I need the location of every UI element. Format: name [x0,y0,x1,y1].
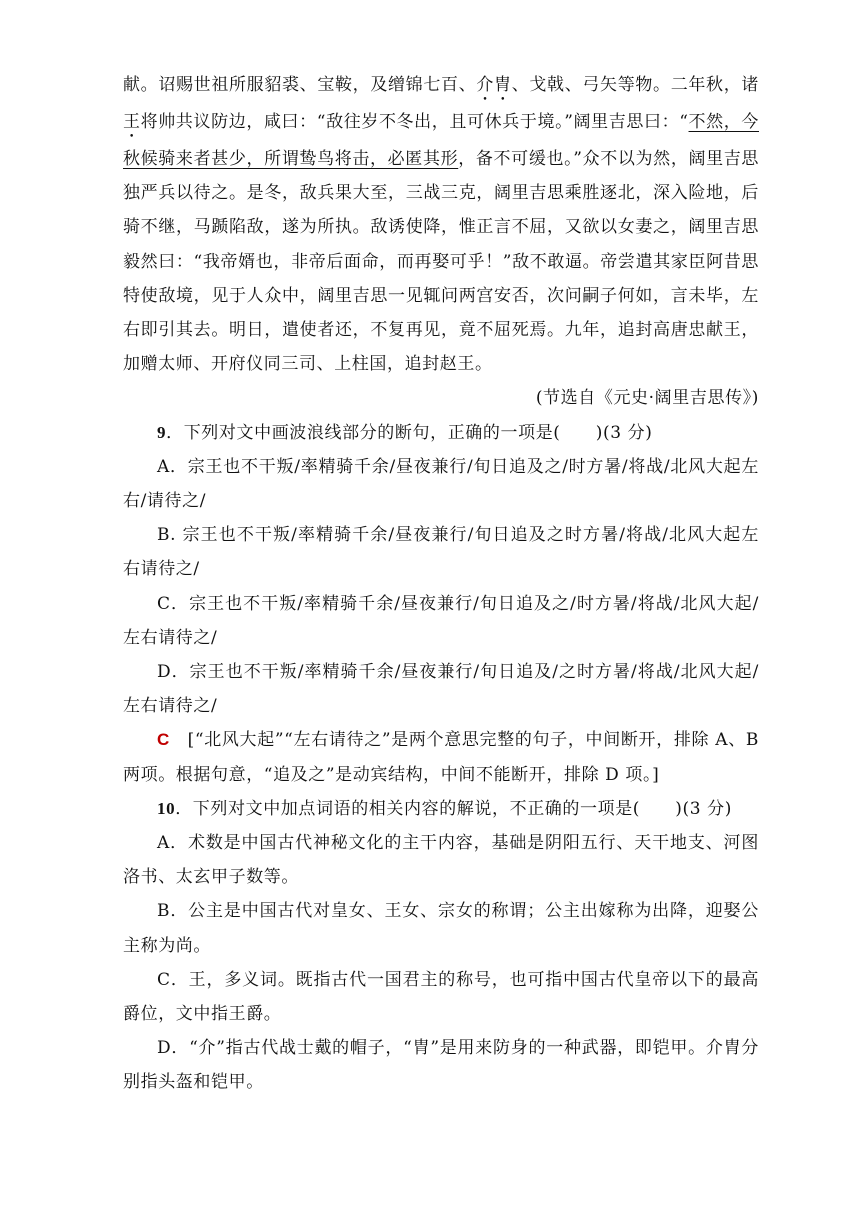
question-9-option-b: B. 宗王也不干叛/率精骑千余/昼夜兼行/旬日追及之时方暑/将战/北风大起左右请待之/ [123,525,759,580]
underlined-sentence: 不然，今秋候骑来者甚少，所谓鸷鸟将击，必匿其形 [123,112,759,169]
question-10-option-d: D．“介”指古代战士戴的帽子，“胄”是用来防身的一种武器，即铠甲。介胄分别指头盔和铠甲。 [123,1038,759,1093]
question-10-stem [123,792,759,826]
question-9-option-c: C．宗王也不干叛/率精骑千余/昼夜兼行/旬日追及之/时方暑/将战/北风大起/左右请待之/ [123,593,759,648]
question-9-option-a: A．宗王也不干叛/率精骑千余/昼夜兼行/旬日追及之/时方暑/将战/北风大起左右/请待之/ [123,456,759,512]
dotted-word-jie: 介 [476,75,495,95]
passage-text-1: 献。诏赐世祖所服貂裘、宝鞍，及缯锦七百、 [123,75,477,95]
dotted-word-zhou: 胄 [494,75,512,95]
passage-paragraph [123,68,759,381]
question-9-text: ．下列对文中画波浪线部分的断句，正确的一项是( )(3 分) [166,422,653,443]
dotted-word-wang: 王 [123,112,141,132]
passage-text-3: 将帅共议防边，咸曰：“敌往岁不冬出，且可休兵于境。”阔里吉思曰：“ [140,112,689,132]
question-10-number: 10 [157,798,176,818]
question-9-option-d: D．宗王也不干叛/率精骑千余/昼夜兼行/旬日追及/之时方暑/将战/北风大起/左右请待之/ [123,662,759,717]
question-9-answer [123,723,759,791]
question-9-number: 9 [157,422,167,442]
question-10-text: ．下列对文中加点词语的相关内容的解说，不正确的一项是( )(3 分) [175,798,732,819]
question-9-stem [123,416,759,450]
answer-letter: C [157,730,170,750]
document-page [123,68,759,1100]
answer-explanation: [“北风大起”“左右请待之”是两个意思完整的句子，中间断开，排除 A、B 两项。根据句意，“追及之”是动宾结构，中间不能断开，排除 D 项。] [123,730,759,785]
question-10-option-a: A．术数是中国古代神秘文化的主干内容，基础是阴阳五行、天干地支、河图洛书、太玄甲子数等。 [123,833,759,888]
passage-text-4: ，备不可缓也。”众不以为然，阔里吉思独严兵以待之。是冬，敌兵果大至，三战三克，阔里吉思乘胜逐北，深入险地，后骑不继，马踬陷敌，遂为所执。敌诱使降，惟正言不屈，又欲以女妻之，阔里吉思毅然曰：“我帝婿也，非帝后面命，而再娶可乎！”敌不敢逼。帝尝遣其家臣阿昔思特使敌境，见于人众中，阔里吉思一见辄问两宫安否，次问嗣子何如，言未毕，左右即引其去。明日，遣使者还，不复再见，竟不屈死焉。九年，追封高唐忠献王，加赠太师、开府仪同三司、上柱国，追封赵王。 [123,149,759,375]
question-10-option-b: B．公主是中国古代对皇女、王女、宗女的称谓；公主出嫁称为出降，迎娶公主称为尚。 [123,901,759,956]
question-10-option-c: C．王，多义词。既指古代一国君主的称号，也可指中国古代皇帝以下的最高爵位，文中指王爵。 [123,969,759,1025]
source-citation: (节选自《元史·阔里吉思传》) [535,388,759,409]
passage-text-2: 、戈戟、弓矢等物。二年秋，诸 [511,75,759,95]
